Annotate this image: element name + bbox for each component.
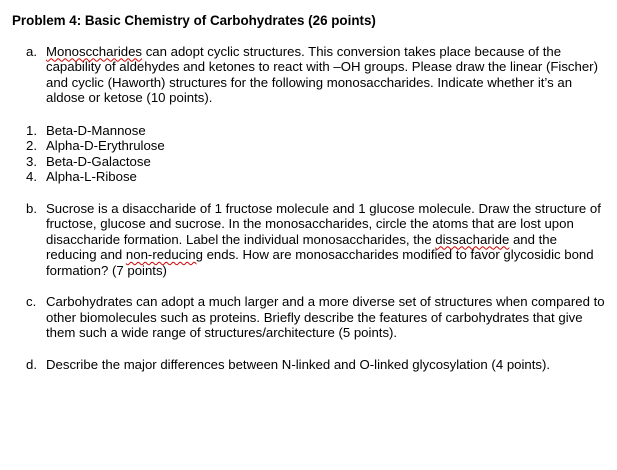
spellcheck-word-monosccharides: Monosccharides [46,43,143,59]
monosaccharide-list [12,123,607,185]
list-item-text: Alpha-L-Ribose [46,169,137,184]
part-b-text [46,201,607,279]
part-c [26,294,607,341]
part-a-letter: a. [26,43,37,59]
list-item [26,154,607,170]
part-a [26,44,607,106]
list-item-number: 4. [26,169,37,184]
list-item [26,138,607,154]
part-b-letter: b. [26,200,37,216]
spellcheck-word-non-reducing: non-reducing [125,247,203,262]
part-b-text-2: and the reducing and [46,231,557,262]
list-item-number: 3. [26,153,37,169]
part-b [26,201,607,279]
problem-title: Problem 4: Basic Chemistry of Carbohydrates (26 points) [12,13,376,28]
part-a-text-rest: can adopt cyclic structures. This conversion takes place because of the capability of aldehydes and ketones to react with –OH groups. Please draw the linear (Fischer) and cyclic (Haworth) structures for the following monosaccharides. Indicate whether it’s an aldose or ketose (10 points). [46,43,598,105]
list-item-number: 2. [26,138,37,153]
list-item-text: Beta-D-Mannose [46,122,146,138]
list-item-text: Alpha-D-Erythrulose [46,138,165,153]
part-c-text: Carbohydrates can adopt a much larger and a more diverse set of structures when compared to other biomolecules such as proteins. Briefly describe the features of carbohydrates that give them such a wide range of structures/architecture (5 points). [46,294,605,340]
list-item [26,169,607,185]
list-item-number: 1. [26,122,37,138]
part-d [26,357,607,373]
part-a-text [46,44,607,106]
spellcheck-word-dissacharide: dissacharide [435,231,510,247]
part-d-letter: d. [26,356,37,372]
part-b-text-1: Sucrose is a disaccharide of 1 fructose molecule and 1 glucose molecule. Draw the structure of fructose, glucose and sucrose. In the monosaccharides, circle the atoms that are lost upon disaccharide formation. Label the individual monosaccharides, the [46,200,601,247]
part-d-text: Describe the major differences between N-linked and O-linked glycosylation (4 points). [46,356,551,372]
part-c-letter: c. [26,294,37,309]
list-item [26,123,607,139]
part-b-text-3: ends. How are monosaccharides modified to favor glycosidic bond formation? (7 points) [46,247,594,278]
list-item-text: Beta-D-Galactose [46,153,151,169]
